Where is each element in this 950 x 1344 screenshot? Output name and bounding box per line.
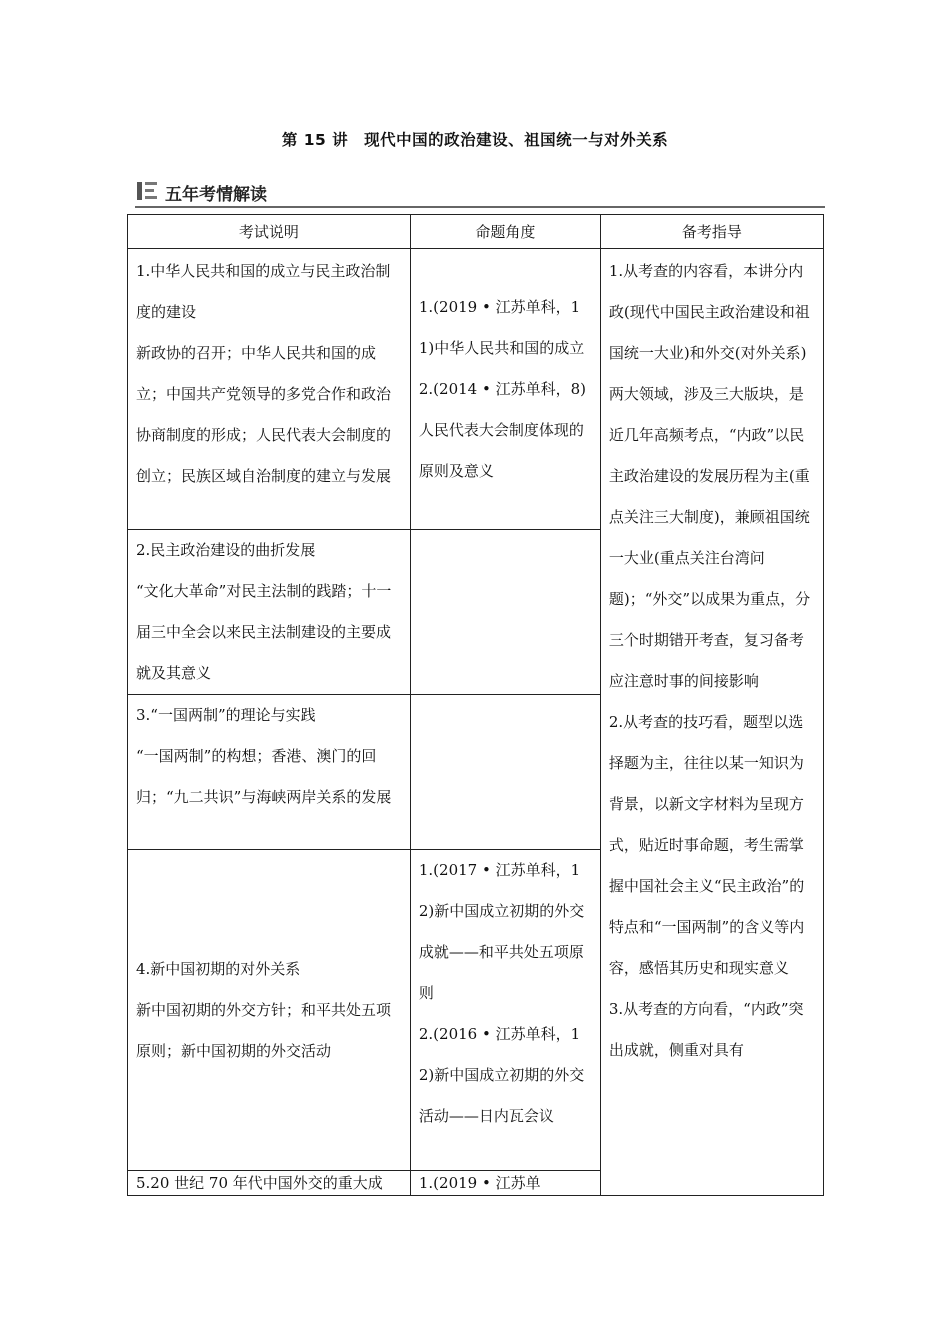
exam-detail: “文化大革命”对民主法制的践踏；十一届三中全会以来民主法制建设的主要成就及其意义 bbox=[136, 582, 392, 682]
angle-item: 1.(2017 • 江苏单科，12)新中国成立初期的外交成就——和平共处五项原则 bbox=[418, 861, 585, 1002]
exam-detail: 新政协的召开；中华人民共和国的成立；中国共产党领导的多党合作和政治协商制度的形成；人民代表大会制度的创立；民族区域自治制度的建立与发展 bbox=[136, 344, 392, 485]
angle-item: 2.(2016 • 江苏单科，12)新中国成立初期的外交活动——日内瓦会议 bbox=[418, 1025, 585, 1125]
angle-item: 1.(2019 • 江苏单科，11)中华人民共和国的成立 bbox=[418, 297, 585, 357]
exam-topic: 1.中华人民共和国的成立与民主政治制度的建设 bbox=[136, 262, 391, 321]
exam-topic: 5.20 世纪 70 年代中国外交的重大成 bbox=[136, 1174, 383, 1192]
table-header-row bbox=[128, 215, 824, 249]
exam-detail: “一国两制”的构想；香港、澳门的回归；“九二共识”与海峡两岸关系的发展 bbox=[136, 747, 392, 806]
exam-cell bbox=[128, 530, 411, 695]
exam-topic: 4.新中国初期的对外关系 bbox=[136, 959, 301, 978]
exam-cell bbox=[128, 1171, 411, 1196]
section-header bbox=[135, 176, 825, 208]
angle-cell bbox=[410, 695, 600, 850]
section-title: 五年考情解读 bbox=[165, 185, 267, 205]
guide-item: 1.从考查的内容看，本讲分内政(现代中国民主政治建设和祖国统一大业)和外交(对外关系)两大领域，涉及三大版块，是近几年高频考点，“内政”以民主政治建设的发展历程为主(重点关注三大制度)，兼顾祖国统一大业(重点关注台湾问题)；“外交”以成果为重点，分三个时期错开考查，复习备考应注意时事的间接影响 bbox=[608, 262, 811, 690]
section-divider bbox=[135, 206, 825, 208]
table-row bbox=[128, 249, 824, 530]
list-icon bbox=[137, 182, 157, 200]
guide-item: 3.从考查的方向看，“内政”突出成就，侧重对具有 bbox=[608, 1000, 804, 1059]
header-exam: 考试说明 bbox=[128, 215, 411, 249]
exam-table bbox=[127, 214, 824, 1196]
exam-cell bbox=[128, 850, 411, 1171]
exam-topic: 2.民主政治建设的曲折发展 bbox=[136, 541, 316, 559]
header-angle: 命题角度 bbox=[410, 215, 600, 249]
angle-cell bbox=[410, 850, 600, 1171]
exam-cell bbox=[128, 249, 411, 530]
guide-cell bbox=[600, 249, 823, 1196]
angle-cell bbox=[410, 1171, 600, 1196]
exam-topic: 3.“一国两制”的理论与实践 bbox=[136, 706, 316, 724]
angle-cell bbox=[410, 249, 600, 530]
guide-item: 2.从考查的技巧看，题型以选择题为主，往往以某一知识为背景，以新文字材料为呈现方式，贴近时事命题，考生需掌握中国社会主义“民主政治”的特点和“一国两制”的含义等内容，感悟其历史和现实意义 bbox=[608, 713, 805, 977]
exam-detail: 新中国初期的外交方针；和平共处五项原则；新中国初期的外交活动 bbox=[136, 1000, 392, 1060]
angle-item: 1.(2019 • 江苏单 bbox=[418, 1174, 541, 1192]
header-guide: 备考指导 bbox=[600, 215, 823, 249]
angle-cell bbox=[410, 530, 600, 695]
exam-cell bbox=[128, 695, 411, 850]
angle-item: 2.(2014 • 江苏单科，8)人民代表大会制度体现的原则及意义 bbox=[418, 379, 586, 480]
page-title: 第 15 讲 现代中国的政治建设、祖国统一与对外关系 bbox=[281, 131, 669, 149]
